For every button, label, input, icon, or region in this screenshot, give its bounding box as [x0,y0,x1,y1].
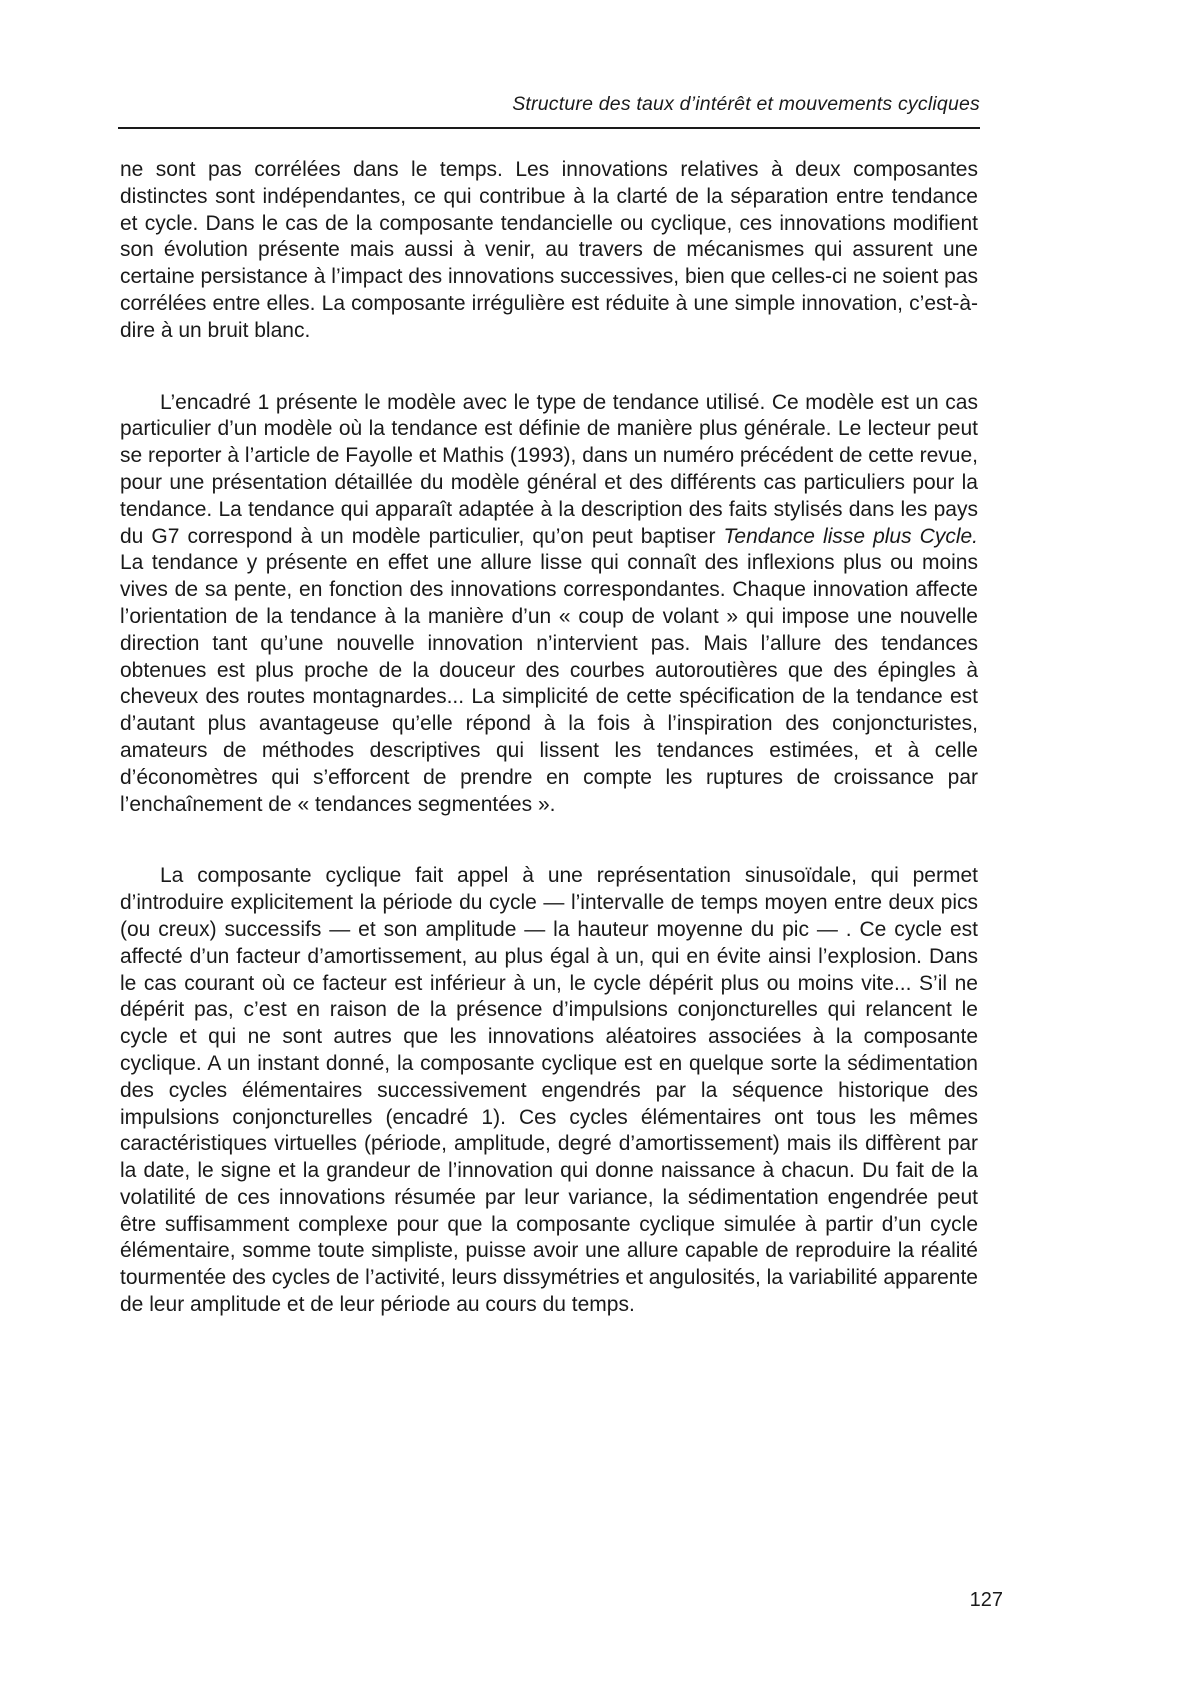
model-name-italic: Tendance lisse plus Cycle. [723,524,978,548]
header-rule [118,127,980,129]
paragraph-trend-model [120,390,978,819]
body-text [120,157,978,1319]
running-header: Structure des taux d’intérêt et mouvements cycliques [512,93,980,115]
paragraph-text: L’encadré 1 présente le modèle avec le type de tendance utilisé. Ce modèle est un cas particulier d’un modèle où la tendance est définie de manière plus générale. Le lecteur peut se reporter à l’article de Fayolle et Mathis (1993), dans un numéro précédent de cette revue, pour une présentation détaillée du modèle général et des différents cas particuliers pour la tendance. La tendance qui apparaît adaptée à la description des faits stylisés dans les pays du G7 correspond à un modèle particulier, qu’on peut baptiser [120,390,978,548]
paragraph-cyclical-component: La composante cyclique fait appel à une représentation sinusoïdale, qui permet d’introduire explicitement la période du cycle — l’intervalle de temps moyen entre deux pics (ou creux) successifs — et son amplitude — la hauteur moyenne du pic — . Ce cycle est affecté d’un facteur d’amortissement, au plus égal à un, qui en évite ainsi l’explosion. Dans le cas courant où ce facteur est inférieur à un, le cycle dépérit plus ou moins vite... S’il ne dépérit pas, c’est en raison de la présence d’impulsions conjoncturelles qui relancent le cycle et qui ne sont autres que les innovations aléatoires associées à la composante cyclique. A un instant donné, la composante cyclique est en quelque sorte la sédimentation des cycles élémentaires successivement engendrés par la séquence historique des impulsions conjoncturelles (encadré 1). Ces cycles élémentaires ont tous les mêmes caractéristiques virtuelles (période, amplitude, degré d’amortissement) mais ils diffèrent par la date, le signe et la grandeur de l’innovation qui donne naissance à chacun. Du fait de la volatilité de ces innovations résumée par leur variance, la sédimentation engendrée peut être suffisamment complexe pour que la composante cyclique simulée à partir d’un cycle élémentaire, somme toute simpliste, puisse avoir une allure capable de reproduire la réalité tourmentée des cycles de l’activité, leurs dissymétries et angulosités, la variabilité apparente de leur amplitude et de leur période au cours du temps. [120,864,978,1317]
page-number: 127 [969,1589,1003,1611]
paragraph-text: La tendance y présente en effet une allure lisse qui connaît des inflexions plus ou moins vives de sa pente, en fonction des innovations correspondantes. Chaque innovation affecte l’orientation de la tendance à la manière d’un « coup de volant » qui impose une nouvelle direction tant qu’une nouvelle innovation n’intervient pas. Mais l’allure des tendances obtenues est plus proche de la douceur des courbes autoroutières que des épingles à cheveux des routes montagnardes... La simplicité de cette spécification de la tendance est d’autant plus avantageuse qu’elle répond à la fois à l’inspiration des conjoncturistes, amateurs de méthodes descriptives qui lissent les tendances estimées, et à celle d’économètres qui s’efforcent de prendre en compte les ruptures de croissance par l’enchaînement de « tendances segmentées ». [120,551,978,816]
paragraph-continuation: ne sont pas corrélées dans le temps. Les innovations relatives à deux composantes distinctes sont indépendantes, ce qui contribue à la clarté de la séparation entre tendance et cycle. Dans le cas de la composante tendancielle ou cyclique, ces innovations modifient son évolution présente mais aussi à venir, au travers de mécanismes qui assurent une certaine persistance à l’impact des innovations successives, bien que celles-ci ne soient pas corrélées entre elles. La composante irrégulière est réduite à une simple innovation, c’est-à-dire à un bruit blanc. [120,158,978,342]
